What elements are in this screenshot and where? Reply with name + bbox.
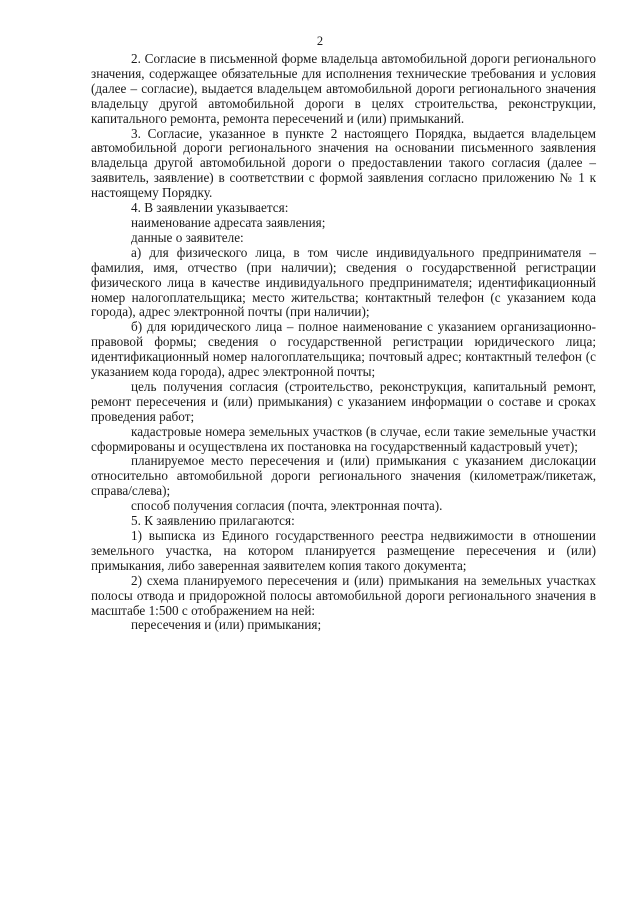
paragraph-legal-entity-applicant: б) для юридического лица – полное наименование с указанием организационно-правовой формы; сведения о государственной регистрации юридического лица; идентификационный номер налогоплательщика; почтовый адрес; контактный телефон (с указанием кода города), адрес электронной почты;	[91, 319, 596, 380]
paragraph-consent-definition: 2. Согласие в письменной форме владельца автомобильной дороги регионального значения, содержащее обязательные для исполнения технические требования и условия (далее – согласие), выдается владельцем автомобильной дороги регионального значения владельцу другой автомобильной дороги в целях строительства, реконструкции, капитального ремонта, ремонта пересечений и (или) примыканий.	[91, 51, 596, 126]
paragraph-attachments-heading: 5. К заявлению прилагаются:	[131, 513, 295, 529]
document-body	[91, 52, 596, 633]
paragraph-applicant-data: данные о заявителе:	[131, 229, 244, 245]
paragraph-addressee: наименование адресата заявления;	[131, 214, 326, 230]
paragraph-consent-application: 3. Согласие, указанное в пункте 2 настоящего Порядка, выдается владельцем автомобильной дороги регионального значения на основании письменного заявления владельца другой автомобильной дороги о предоставлении такого согласия (далее – заявитель, заявление) в соответствии с формой заявления согласно приложению № 1 к настоящему Порядку.	[91, 125, 596, 201]
paragraph-purpose: цель получения согласия (строительство, реконструкция, капитальный ремонт, ремонт пересечения и (или) примыкания) с указанием информации о составе и сроках проведения работ;	[91, 378, 596, 424]
paragraph-application-contents-heading: 4. В заявлении указывается:	[131, 200, 289, 216]
paragraph-crossings: пересечения и (или) примыкания;	[131, 617, 322, 633]
paragraph-individual-applicant: а) для физического лица, в том числе индивидуального предпринимателя – фамилия, имя, отчество (при наличии); сведения о государственной регистрации физического лица в качестве индивидуального предпринимателя; идентификационный номер налогоплательщика; место жительства; контактный телефон (с указанием кода города), адрес электронной почты (при наличии);	[91, 244, 596, 320]
paragraph-receipt-method: способ получения согласия (почта, электронная почта).	[131, 498, 443, 514]
paragraph-registry-extract: 1) выписка из Единого государственного реестра недвижимости в отношении земельного участка, на котором планируется размещение пересечения и (или) примыкания, либо заверенная заявителем копия такого документа;	[91, 528, 596, 573]
paragraph-scheme: 2) схема планируемого пересечения и (или) примыкания на земельных участках полосы отвода и придорожной полосы автомобильной дороги регионального значения в масштабе 1:500 с отображением на ней:	[91, 572, 596, 618]
paragraph-cadastral-numbers: кадастровые номера земельных участков (в случае, если такие земельные участки сформированы и осуществлена их постановка на государственный кадастровый учет);	[91, 423, 596, 454]
page-number: 2	[316, 34, 324, 48]
paragraph-planned-location: планируемое место пересечения и (или) примыкания с указанием дислокации относительно автомобильной дороги регионального значения (километраж/пикетаж, справа/слева);	[91, 453, 596, 499]
